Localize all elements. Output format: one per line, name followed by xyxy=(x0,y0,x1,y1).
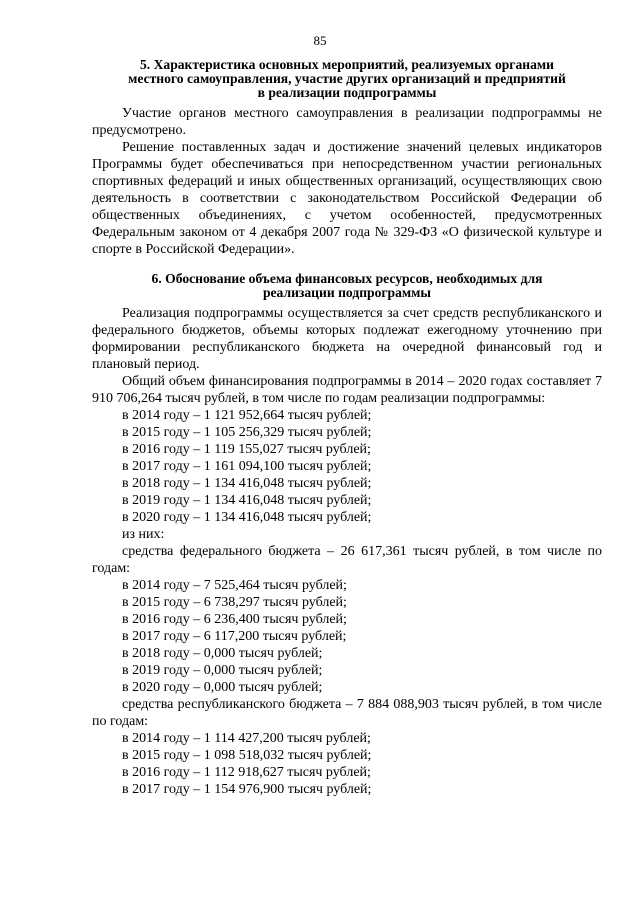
section-5-heading xyxy=(92,58,602,100)
list-item: в 2016 году – 1 119 155,027 тысяч рублей; xyxy=(122,442,371,457)
list-item: в 2019 году – 0,000 тысяч рублей; xyxy=(122,663,323,678)
section-6-paragraph-2: Общий объем финансирования подпрограммы в 2014 – 2020 годах составляет 7 910 706,264 тысяч рублей, в том числе по годам реализации подпрограммы: xyxy=(92,374,602,406)
list-item: в 2018 году – 0,000 тысяч рублей; xyxy=(122,646,323,661)
list-item: в 2020 году – 0,000 тысяч рублей; xyxy=(122,680,323,695)
list-item: в 2014 году – 7 525,464 тысяч рублей; xyxy=(122,578,347,593)
list-item: в 2019 году – 1 134 416,048 тысяч рублей; xyxy=(122,493,372,508)
section-5-paragraph-1: Участие органов местного самоуправления в реализации подпрограммы не предусмотрено. xyxy=(92,106,602,138)
heading-line: реализации подпрограммы xyxy=(262,285,432,300)
heading-line: 6. Обоснование объема финансовых ресурсов, необходимых для xyxy=(151,271,543,286)
list-item: в 2020 году – 1 134 416,048 тысяч рублей; xyxy=(122,510,372,525)
list-item: в 2017 году – 1 154 976,900 тысяч рублей; xyxy=(122,782,372,797)
list-item: в 2014 году – 1 121 952,664 тысяч рублей; xyxy=(122,408,372,423)
list-item: в 2017 году – 6 117,200 тысяч рублей; xyxy=(122,629,347,644)
total-by-year-list xyxy=(92,407,602,526)
list-item: в 2016 году – 1 112 918,627 тысяч рублей; xyxy=(122,765,371,780)
list-item: в 2015 году – 1 098 518,032 тысяч рублей; xyxy=(122,748,372,763)
list-item: в 2018 году – 1 134 416,048 тысяч рублей; xyxy=(122,476,372,491)
section-6-heading xyxy=(92,272,602,300)
heading-line: в реализации подпрограммы xyxy=(257,85,437,100)
federal-budget-intro: средства федерального бюджета – 26 617,361 тысяч рублей, в том числе по годам: xyxy=(92,544,602,576)
heading-line: 5. Характеристика основных мероприятий, реализуемых органами xyxy=(139,57,554,72)
page-content xyxy=(92,58,602,798)
section-6-paragraph-1: Реализация подпрограммы осуществляется за счет средств республиканского и федерального бюджетов, объемы которых подлежат ежегодному уточнению при формировании республиканского бюджета на очередной финансовый год и плановый период. xyxy=(92,306,602,372)
federal-by-year-list xyxy=(92,577,602,696)
list-item: в 2016 году – 6 236,400 тысяч рублей; xyxy=(122,612,347,627)
list-item: в 2017 году – 1 161 094,100 тысяч рублей; xyxy=(122,459,372,474)
list-item: в 2015 году – 6 738,297 тысяч рублей; xyxy=(122,595,347,610)
page-number: 85 xyxy=(313,33,327,48)
republic-budget-intro: средства республиканского бюджета – 7 884 088,903 тысяч рублей, в том числе по годам: xyxy=(92,697,602,729)
heading-line: местного самоуправления, участие других организаций и предприятий xyxy=(128,71,566,86)
republic-by-year-list xyxy=(92,730,602,798)
section-5-paragraph-2: Решение поставленных задач и достижение значений целевых индикаторов Программы будет обеспечиваться при непосредственном участии региональных спортивных федераций и иных общественных организаций, осуществляющих свою деятельность в соответствии с законодательством Российской Федерации об общественных объединениях, с учетом особенностей, предусмотренных Федеральным законом от 4 декабря 2007 года № 329-ФЗ «О физической культуре и спорте в Российской Федерации». xyxy=(92,140,602,257)
list-item: в 2015 году – 1 105 256,329 тысяч рублей; xyxy=(122,425,372,440)
of-which-label: из них: xyxy=(122,527,165,542)
list-item: в 2014 году – 1 114 427,200 тысяч рублей; xyxy=(122,731,371,746)
